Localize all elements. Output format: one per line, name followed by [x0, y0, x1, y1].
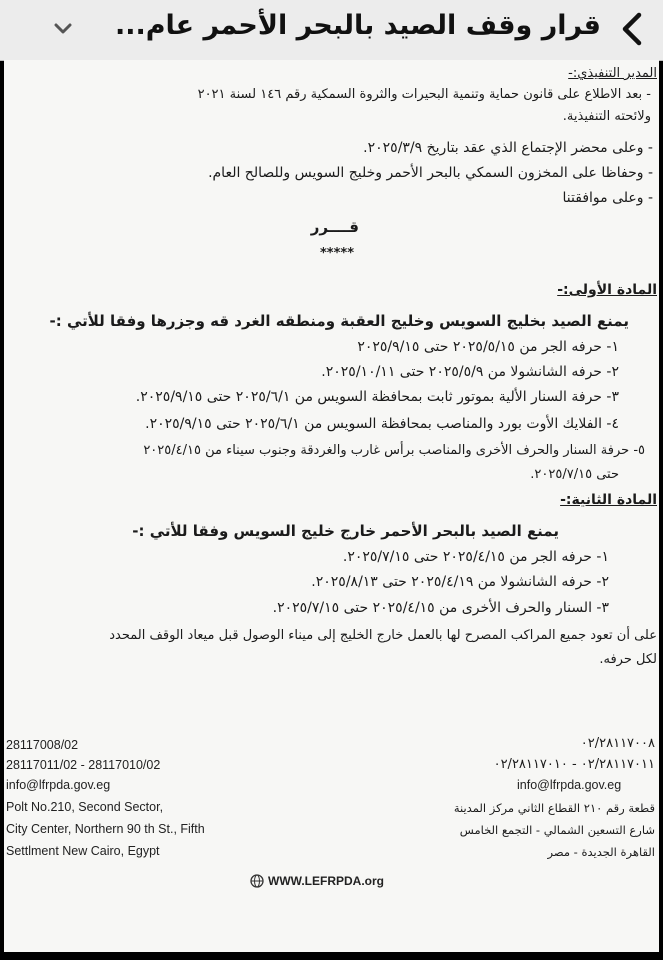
article2-item: ٣- السنار والحرف الأخرى من ٢٠٢٥/٤/١٥ حتى ٢٠٢٥/٧/١٥.	[272, 600, 609, 616]
footer-phone-ar: ٠٢/٢٨١١٧٠١١ - ٠٢/٢٨١١٧٠١٠	[493, 757, 655, 772]
opening-line: - بعد الاطلاع على قانون حماية وتنمية البحيرات والثروة السمكية رقم ١٤٦ لسنة ٢٠٢١	[197, 87, 651, 102]
article1-item: حتى ٢٠٢٥/٧/١٥.	[530, 467, 619, 482]
article1-item: ٢- حرفه الشانشولا من ٢٠٢٥/٥/٩ حتى ٢٠٢٥/١٠/١١.	[321, 364, 619, 380]
footer-website-row	[250, 874, 384, 888]
page-title: قرار وقف الصيد بالبحر الأحمر عام...	[114, 10, 601, 41]
article1-item: ١- حرفه الجر من ٢٠٢٥/٥/١٥ حتى ٢٠٢٥/٩/١٥	[357, 339, 619, 355]
footer-address-ar: شارع التسعين الشمالي - التجمع الخامس	[459, 823, 655, 837]
chevron-left-icon	[619, 12, 645, 46]
opening-heading: المدير التنفيذي:-	[568, 66, 657, 81]
footer-email-ar: info@lfrpda.gov.eg	[517, 778, 622, 792]
article2-item: ١- حرفه الجر من ٢٠٢٥/٤/١٥ حتى ٢٠٢٥/٧/١٥.	[342, 549, 609, 565]
document-image	[4, 60, 659, 952]
footer-address-en: Settlment New Cairo, Egypt	[6, 844, 160, 858]
footer-address-ar: القاهرة الجديدة - مصر	[547, 845, 655, 859]
decision-title: قــــرر	[310, 218, 359, 236]
article1-item: ٣- حرفة السنار الألية بموتور ثابت بمحافظة السويس من ٢٠٢٥/٦/١ حتى ٢٠٢٥/٩/١٥.	[135, 389, 619, 405]
footer-address-en: City Center, Northern 90 th St., Fifth	[6, 822, 205, 836]
chevron-down-icon	[54, 23, 72, 35]
article2-item: ٢- حرفه الشانشولا من ٢٠٢٥/٤/١٩ حتى ٢٠٢٥/٨/١٣.	[311, 574, 609, 590]
opening-line: - وعلى موافقتنا	[562, 190, 653, 206]
decision-stars: *****	[320, 246, 354, 261]
footer-phone-en: 28117008/02	[6, 738, 79, 752]
app-header	[0, 0, 663, 61]
footer-email-en: info@lfrpda.gov.eg	[6, 778, 111, 792]
footer-phone-en: 28117011/02 - 28117010/02	[6, 758, 161, 772]
globe-icon	[250, 874, 264, 888]
back-button[interactable]	[613, 10, 651, 48]
article2-note: على أن تعود جميع المراكب المصرح لها بالعمل خارج الخليج إلى ميناء الوصول قبل ميعاد الوقف المحدد	[109, 628, 657, 643]
article1-heading: المادة الأولى:-	[557, 282, 657, 298]
footer-address-ar: قطعة رقم ٢١٠ القطاع الثاني مركز المدينة	[453, 801, 655, 815]
article1-item: ٥- حرفة السنار والحرف الأخرى والمناصب برأس غارب والغردقة وجنوب سيناء من ٢٠٢٥/٤/١٥	[143, 443, 645, 458]
opening-line: ولائحته التنفيذية.	[562, 109, 651, 124]
title-menu-button[interactable]	[46, 14, 80, 44]
footer-address-en: Polt No.210, Second Sector,	[6, 800, 164, 814]
article1-item: ٤- الفلايك الأوت بورد والمناصب بمحافظة السويس من ٢٠٢٥/٦/١ حتى ٢٠٢٥/٩/١٥.	[145, 416, 619, 432]
footer-phone-ar: ٠٢/٢٨١١٧٠٠٨	[580, 736, 655, 751]
article2-intro: يمنع الصيد بالبحر الأحمر خارج خليج السويس وفقا للأتي :-	[132, 522, 559, 540]
article2-note: لكل حرفه.	[599, 652, 657, 667]
opening-line: - وعلى محضر الإجتماع الذي عقد بتاريخ ٢٠٢٥/٣/٩.	[363, 140, 653, 156]
article1-intro: يمنع الصيد بخليج السويس وخليج العقبة ومنطقه الغرد قه وجزرها وفقا للأتي :-	[49, 312, 629, 330]
opening-line: - وحفاظا على المخزون السمكي بالبحر الأحمر وخليج السويس وللصالح العام.	[208, 165, 653, 181]
article2-heading: المادة الثانية:-	[560, 492, 657, 508]
footer-website: WWW.LEFRPDA.org	[268, 874, 384, 888]
